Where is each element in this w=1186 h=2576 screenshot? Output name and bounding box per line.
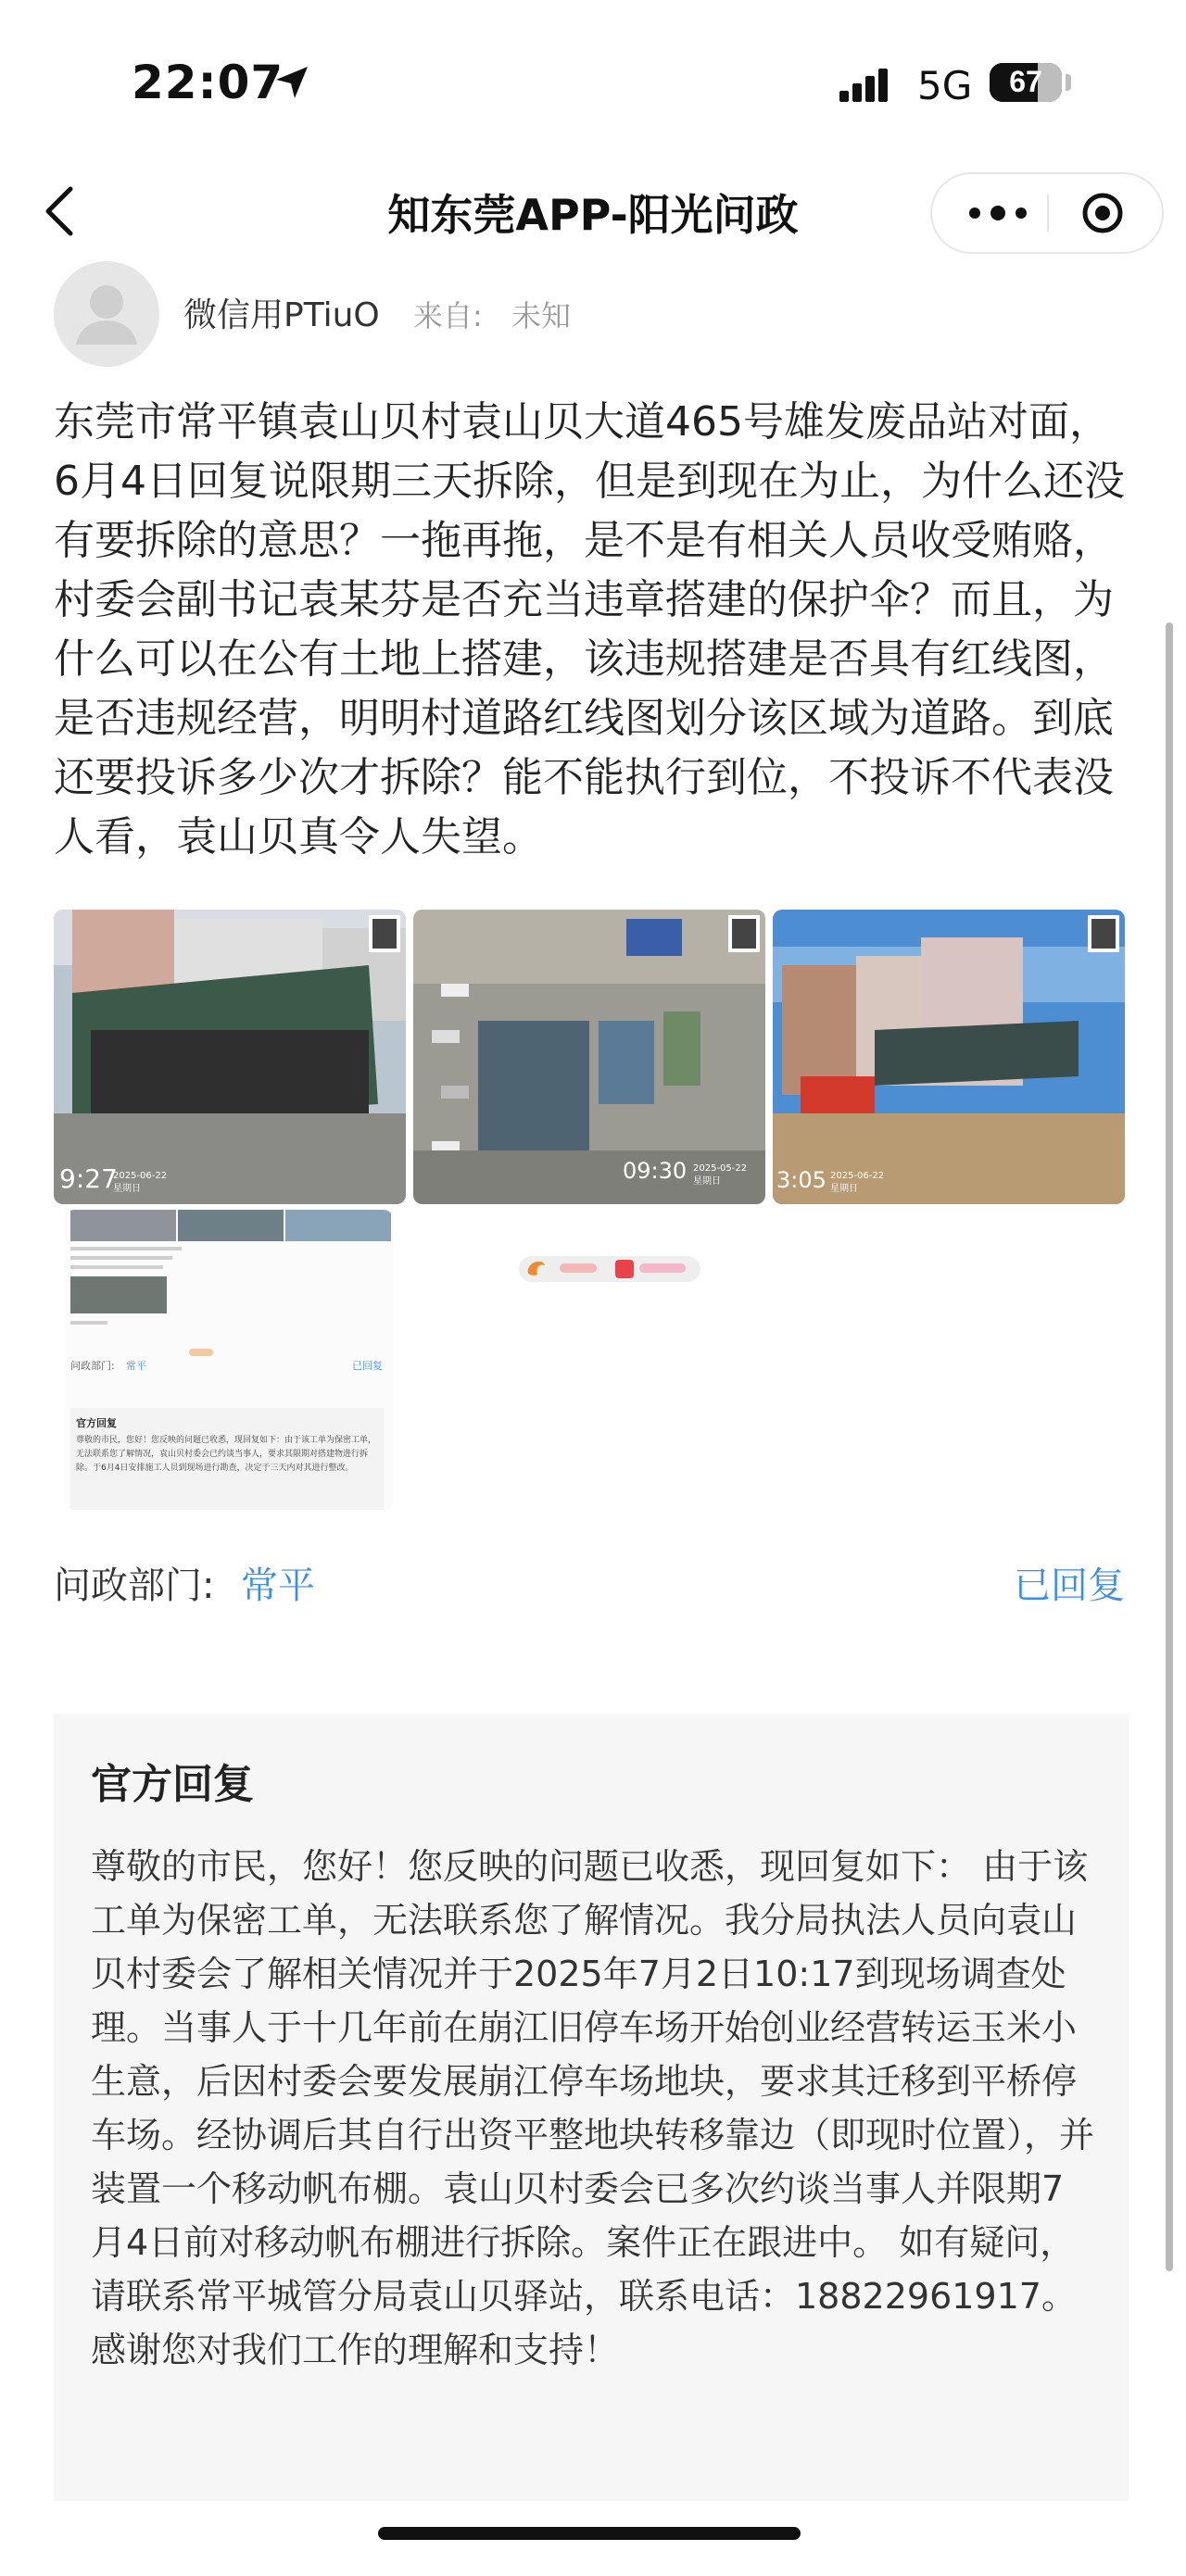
photo-caption: 星期日 (693, 1176, 721, 1187)
signal-icon (838, 67, 895, 104)
photo-date: 2025-06-22 (113, 1171, 168, 1181)
miniprogram-close-icon[interactable] (1080, 191, 1125, 235)
user-name: 微信用PTiuO (183, 296, 380, 334)
battery-percent: 67 (1009, 65, 1042, 98)
page-title: 知东莞APP-阳光问政 (387, 190, 799, 240)
avatar[interactable] (54, 261, 159, 367)
battery-tip (1066, 74, 1071, 91)
home-indicator[interactable] (378, 2527, 801, 2540)
photo-thumbnail[interactable] (773, 910, 1125, 1204)
photo-date: 2025-05-22 (693, 1163, 748, 1174)
photo-time: 09:30 (623, 1158, 688, 1184)
post-content: 东莞市常平镇袁山贝村袁山贝大道465号雄发废品站对面，6月4日回复说限期三天拆除，但是到现在为止，为什么还没有要拆除的意思？一拖再拖，是不是有相关人员收受贿赂，村委会副书记袁某芬是否充当违章搭建的保护伞？而且，为什么可以在公有土地上搭建，该违规搭建是否具有红线图，是否违规经营，明明村道路红线图划分该区域为道路。到底还要投诉多少次才拆除？能不能执行到位，不投诉不代表没人看，袁山贝真令人失望。 (54, 398, 1125, 861)
official-reply-text: 尊敬的市民，您好！您反映的问题已收悉，现回复如下： 由于该工单为保密工单，无法联系您了解情况。我分局执法人员向袁山贝村委会了解相关情况并于2025年7月2日10:17到现场调查处理。当事人于十几年前在崩江旧停车场开始创业经营转运玉米小生意，后因村委会要发展崩江停车场地块，要求其迁移到平桥停车场。经协调后其自行出资平整地块转移靠边（即现时位置），并装置一个移动帆布棚。袁山贝村委会已多次约谈当事人并限期7月4日前对移动帆布棚进行拆除。案件正在跟进中。 如有疑问，请联系常平城管分局袁山贝驿站，联系电话：18822961917。感谢您对我们工作的理解和支持！ (91, 1846, 1095, 2370)
mini-reply-title: 官方回复 (76, 1417, 117, 1429)
mini-reply-text: 尊敬的市民，您好！您反映的问题已收悉，现回复如下：由于该工单为保密工单，无法联系您了解情况，袁山贝村委会已约谈当事人，要求其限期对搭建物进行拆除。于6月4日安排施工人员到现场进行勘查，决定于三天内对其进行整改。 (76, 1436, 377, 1473)
battery-icon (990, 63, 1062, 102)
miniprogram-capsule (930, 172, 1164, 254)
from-label: 来自: (413, 298, 483, 333)
official-reply-title: 官方回复 (91, 1761, 254, 1808)
screenshot-thumbnail[interactable] (65, 1210, 393, 1510)
photo-time: 3:05 (776, 1167, 826, 1193)
official-reply-card (54, 1714, 1129, 2501)
location-arrow-icon (274, 65, 309, 100)
from-value: 未知 (511, 298, 572, 333)
photo-thumbnail[interactable] (413, 910, 765, 1204)
dept-value[interactable]: 常平 (241, 1564, 315, 1607)
mini-dept-label: 问政部门: (70, 1360, 115, 1372)
dept-label: 问政部门: (54, 1564, 215, 1607)
mini-status: 已回复 (352, 1360, 383, 1372)
photo-thumbnail[interactable] (54, 910, 406, 1204)
photo-caption: 星期日 (113, 1184, 141, 1194)
status-badge: 已回复 (1014, 1564, 1125, 1607)
status-bar (0, 0, 1186, 167)
watermark-sticker (519, 1252, 700, 1286)
scrollbar[interactable] (1166, 622, 1173, 2271)
photo-date: 2025-06-22 (830, 1171, 885, 1181)
photo-caption: 星期日 (830, 1184, 858, 1194)
network-type: 5G (917, 63, 973, 108)
photo-time: 9:27 (59, 1163, 118, 1194)
capsule-divider (1047, 195, 1049, 232)
mini-dept-value: 常平 (126, 1360, 146, 1372)
more-icon[interactable] (965, 195, 1030, 232)
status-time: 22:07 (132, 56, 284, 109)
